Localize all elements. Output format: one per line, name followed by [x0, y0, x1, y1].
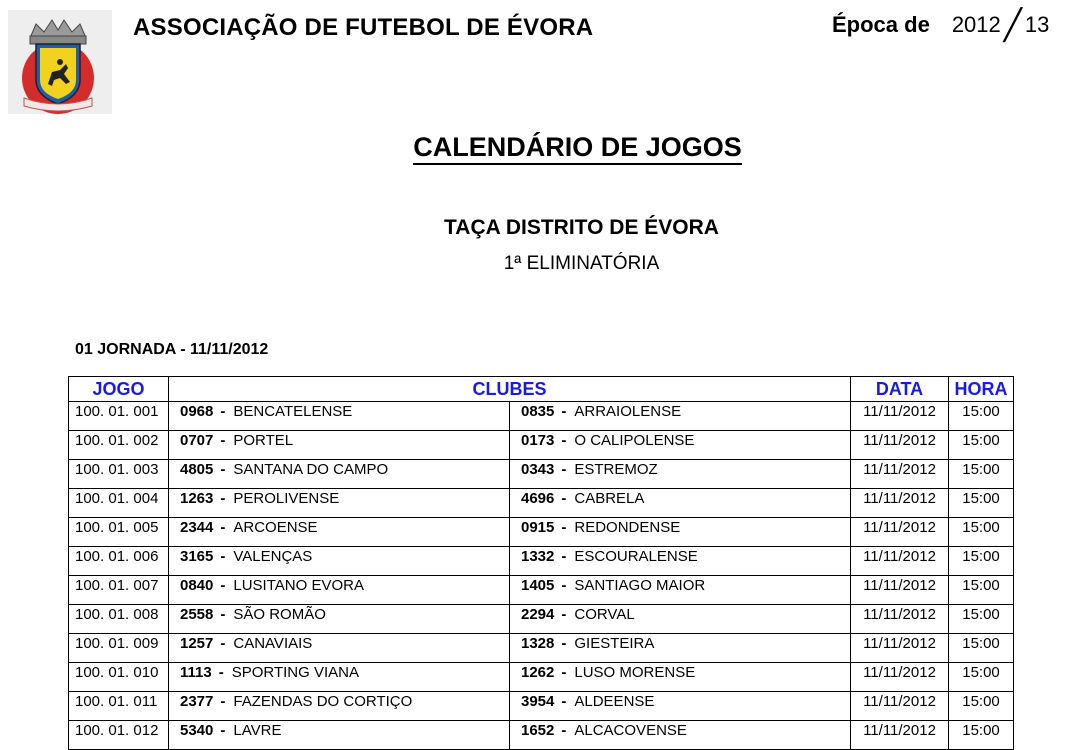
away-club-name: SANTIAGO MAIOR — [574, 577, 706, 594]
season-year-end: 13 — [1024, 12, 1050, 37]
season-label — [832, 9, 1050, 42]
away-club — [510, 576, 851, 605]
table-row — [69, 634, 1014, 663]
separator-dash: - — [220, 577, 226, 594]
season-label-text: Época de — [832, 12, 930, 37]
home-club — [169, 402, 510, 431]
game-date: 11/11/2012 — [851, 634, 949, 663]
separator-dash: - — [561, 548, 567, 565]
separator-dash: - — [220, 432, 226, 449]
home-club-code: 2377 — [180, 693, 214, 710]
home-club — [169, 721, 510, 750]
away-club-name: ARRAIOLENSE — [574, 403, 682, 420]
away-club-code: 0835 — [521, 403, 555, 420]
home-club-name: PORTEL — [233, 432, 294, 449]
away-club-code: 4696 — [521, 490, 555, 507]
season-year-start: 2012 — [951, 12, 1001, 37]
away-club — [510, 721, 851, 750]
home-club-code: 1257 — [180, 635, 214, 652]
home-club-name: BENCATELENSE — [233, 403, 353, 420]
away-club — [510, 489, 851, 518]
separator-dash: - — [220, 606, 226, 623]
away-club — [510, 692, 851, 721]
home-club-name: SPORTING VIANA — [231, 664, 359, 681]
away-club-code: 1405 — [521, 577, 555, 594]
game-time: 15:00 — [949, 489, 1014, 518]
separator-dash: - — [561, 606, 567, 623]
separator-dash: - — [220, 722, 226, 739]
away-club — [510, 518, 851, 547]
fixtures-table — [68, 376, 1014, 750]
table-row — [69, 518, 1014, 547]
home-club — [169, 576, 510, 605]
away-club-code: 0343 — [521, 461, 555, 478]
separator-dash: - — [220, 461, 226, 478]
game-time: 15:00 — [949, 431, 1014, 460]
away-club-code: 1328 — [521, 635, 555, 652]
jornada-heading: 01 JORNADA - 11/11/2012 — [75, 341, 269, 358]
game-number: 100. 01. 003 — [69, 460, 169, 489]
table-row — [69, 605, 1014, 634]
home-club-name: LAVRE — [233, 722, 282, 739]
table-row — [69, 721, 1014, 750]
game-time: 15:00 — [949, 576, 1014, 605]
game-time: 15:00 — [949, 605, 1014, 634]
home-club — [169, 489, 510, 518]
away-club-name: ESTREMOZ — [574, 461, 658, 478]
table-row — [69, 402, 1014, 431]
away-club-code: 2294 — [521, 606, 555, 623]
home-club-code: 1113 — [180, 664, 212, 681]
away-club-code: 1262 — [521, 664, 555, 681]
away-club-code: 1652 — [521, 722, 555, 739]
table-row — [69, 547, 1014, 576]
crest-icon — [8, 10, 112, 114]
table-row — [69, 692, 1014, 721]
home-club — [169, 518, 510, 547]
away-club — [510, 634, 851, 663]
home-club-code: 2344 — [180, 519, 214, 536]
game-time: 15:00 — [949, 721, 1014, 750]
home-club-code: 1263 — [180, 490, 214, 507]
away-club-code: 0915 — [521, 519, 555, 536]
separator-dash: - — [561, 490, 567, 507]
table-row — [69, 460, 1014, 489]
separator-dash: - — [561, 664, 567, 681]
game-time: 15:00 — [949, 460, 1014, 489]
separator-dash: - — [561, 577, 567, 594]
game-date: 11/11/2012 — [851, 692, 949, 721]
game-time: 15:00 — [949, 663, 1014, 692]
competition-name: TAÇA DISTRITO DE ÉVORA — [444, 216, 719, 239]
home-club — [169, 605, 510, 634]
game-number: 100. 01. 002 — [69, 431, 169, 460]
game-date: 11/11/2012 — [851, 721, 949, 750]
table-header-row — [69, 377, 1014, 402]
game-date: 11/11/2012 — [851, 402, 949, 431]
separator-dash: - — [561, 722, 567, 739]
game-time: 15:00 — [949, 547, 1014, 576]
away-club — [510, 663, 851, 692]
game-time: 15:00 — [949, 634, 1014, 663]
game-time: 15:00 — [949, 402, 1014, 431]
away-club-code: 3954 — [521, 693, 555, 710]
association-name: ASSOCIAÇÃO DE FUTEBOL DE ÉVORA — [133, 14, 594, 41]
away-club-name: CORVAL — [574, 606, 635, 623]
away-club-code: 1332 — [521, 548, 555, 565]
away-club-name: GIESTEIRA — [574, 635, 655, 652]
game-date: 11/11/2012 — [851, 460, 949, 489]
page-title-text: CALENDÁRIO DE JOGOS — [413, 132, 742, 165]
game-number: 100. 01. 006 — [69, 547, 169, 576]
separator-dash: - — [220, 519, 226, 536]
round-name: 1ª ELIMINATÓRIA — [503, 253, 660, 274]
game-date: 11/11/2012 — [851, 547, 949, 576]
away-club — [510, 547, 851, 576]
table-row — [69, 489, 1014, 518]
table-row — [69, 431, 1014, 460]
game-time: 15:00 — [949, 692, 1014, 721]
game-number: 100. 01. 005 — [69, 518, 169, 547]
home-club-code: 0840 — [180, 577, 214, 594]
home-club — [169, 634, 510, 663]
game-date: 11/11/2012 — [851, 605, 949, 634]
home-club-code: 0707 — [180, 432, 214, 449]
away-club — [510, 402, 851, 431]
home-club-name: SÃO ROMÃO — [233, 606, 326, 623]
away-club-name: REDONDENSE — [574, 519, 681, 536]
game-date: 11/11/2012 — [851, 576, 949, 605]
separator-dash: - — [561, 693, 567, 710]
separator-dash: - — [220, 635, 226, 652]
home-club-name: FAZENDAS DO CORTIÇO — [233, 693, 413, 710]
home-club — [169, 547, 510, 576]
home-club-name: CANAVIAIS — [233, 635, 313, 652]
season-slash: ╱ — [1003, 9, 1022, 42]
game-number: 100. 01. 001 — [69, 402, 169, 431]
separator-dash: - — [561, 461, 567, 478]
away-club — [510, 431, 851, 460]
game-number: 100. 01. 004 — [69, 489, 169, 518]
table-row — [69, 663, 1014, 692]
away-club-name: CABRELA — [574, 490, 645, 507]
game-date: 11/11/2012 — [851, 663, 949, 692]
home-club — [169, 692, 510, 721]
separator-dash: - — [220, 490, 226, 507]
association-crest-logo — [8, 10, 112, 114]
home-club — [169, 663, 510, 692]
separator-dash: - — [220, 403, 226, 420]
separator-dash: - — [561, 519, 567, 536]
page-title — [0, 132, 1071, 163]
header-clubes: CLUBES — [169, 377, 851, 402]
game-time: 15:00 — [949, 518, 1014, 547]
away-club — [510, 605, 851, 634]
home-club-code: 4805 — [180, 461, 214, 478]
home-club-code: 2558 — [180, 606, 214, 623]
home-club-name: PEROLIVENSE — [233, 490, 340, 507]
away-club-name: ALCACOVENSE — [574, 722, 687, 739]
separator-dash: - — [218, 664, 224, 681]
home-club-code: 3165 — [180, 548, 214, 565]
away-club-name: ALDEENSE — [574, 693, 655, 710]
separator-dash: - — [561, 635, 567, 652]
game-date: 11/11/2012 — [851, 431, 949, 460]
home-club-name: ARCOENSE — [233, 519, 318, 536]
away-club-code: 0173 — [521, 432, 555, 449]
home-club-name: VALENÇAS — [233, 548, 313, 565]
away-club-name: O CALIPOLENSE — [574, 432, 695, 449]
game-number: 100. 01. 007 — [69, 576, 169, 605]
game-number: 100. 01. 010 — [69, 663, 169, 692]
header-jogo: JOGO — [69, 377, 169, 402]
home-club — [169, 460, 510, 489]
away-club — [510, 460, 851, 489]
away-club-name: ESCOURALENSE — [574, 548, 698, 565]
separator-dash: - — [220, 693, 226, 710]
game-date: 11/11/2012 — [851, 518, 949, 547]
game-number: 100. 01. 011 — [69, 692, 169, 721]
away-club-name: LUSO MORENSE — [574, 664, 696, 681]
separator-dash: - — [220, 548, 226, 565]
header-hora: HORA — [949, 377, 1014, 402]
home-club-name: SANTANA DO CAMPO — [233, 461, 389, 478]
home-club-code: 0968 — [180, 403, 214, 420]
home-club — [169, 431, 510, 460]
game-number: 100. 01. 012 — [69, 721, 169, 750]
game-number: 100. 01. 009 — [69, 634, 169, 663]
separator-dash: - — [561, 432, 567, 449]
home-club-code: 5340 — [180, 722, 214, 739]
game-number: 100. 01. 008 — [69, 605, 169, 634]
separator-dash: - — [561, 403, 567, 420]
game-date: 11/11/2012 — [851, 489, 949, 518]
home-club-name: LUSITANO EVORA — [233, 577, 364, 594]
header-data: DATA — [851, 377, 949, 402]
table-row — [69, 576, 1014, 605]
